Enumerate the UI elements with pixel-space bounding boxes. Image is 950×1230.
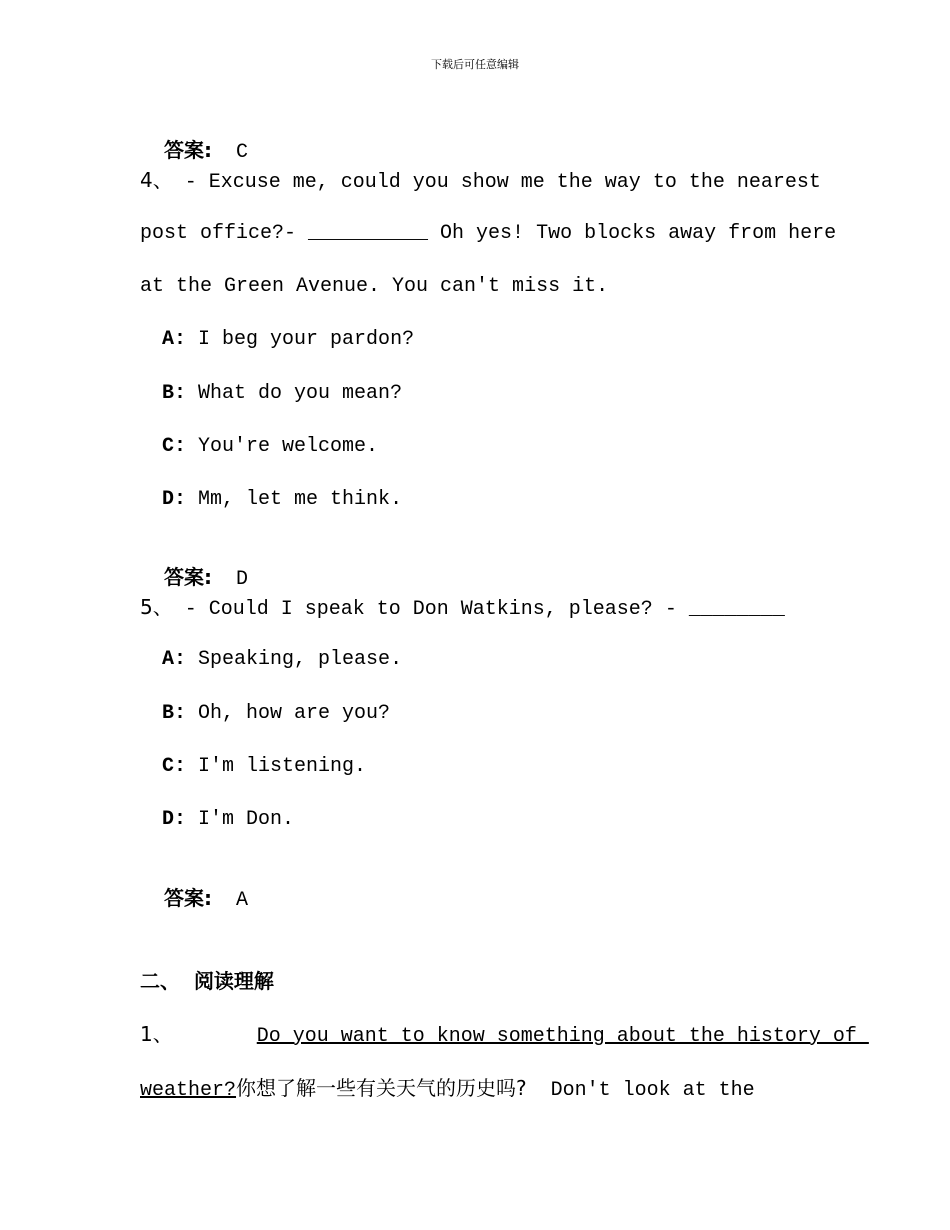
option-text: I'm listening. [198,755,367,778]
q4-line-1 [140,168,821,195]
underlined-sentence-end: weather? [140,1079,237,1102]
option-text: I'm Don. [198,808,295,831]
option-text: Speaking, please. [198,648,403,671]
option-key: C: [162,755,187,778]
section-heading [140,969,274,993]
option-text: Mm, let me think. [198,488,403,511]
q5-line-1 [140,595,785,622]
option-key: A: [162,648,187,671]
continuation-text: Don't look at the [526,1079,755,1102]
answer-label: 答案: [164,565,213,589]
answer-label: 答案: [164,138,213,162]
section-number: 二、 [140,969,180,993]
option-key: C: [162,435,187,458]
page-header: 下载后可任意编辑 [431,58,519,71]
option-key: B: [162,702,187,725]
option-text: Oh, how are you? [198,702,391,725]
answer-label: 答案: [164,886,213,910]
q5-option-d [162,808,294,832]
question-text: - Excuse me, could you show me the way to the nearest [172,171,821,194]
question-number: 5、 [140,595,173,619]
q4-line-2: post office?- __________ Oh yes! Two blocks away from here [140,222,837,245]
answer-value: A [236,889,249,912]
question-number: 1、 [140,1022,173,1046]
option-key: A: [162,328,187,351]
q4-option-c [162,435,378,459]
chinese-translation: 你想了解一些有关天气的历史吗? [236,1076,527,1100]
option-key: D: [162,808,187,831]
option-text: You're welcome. [198,435,379,458]
q5-answer [140,862,248,913]
question-number: 4、 [140,168,173,192]
option-key: B: [162,382,187,405]
q4-option-b [162,382,402,406]
underlined-sentence: Do you want to know something about the history of [256,1025,869,1048]
option-key: D: [162,488,187,511]
q3-answer [140,114,248,165]
q5-option-b [162,702,390,726]
q4-option-d [162,488,402,512]
answer-value: D [236,568,249,591]
section-title: 阅读理解 [193,969,274,993]
q5-option-c [162,755,366,779]
question-text: - Could I speak to Don Watkins, please? - ________ [172,598,785,621]
answer-value: C [236,141,249,164]
q5-option-a [162,648,402,672]
option-text: I beg your pardon? [198,328,415,351]
q4-option-a [162,328,414,352]
reading-1-line-1 [140,1022,869,1049]
q4-answer [140,541,248,592]
reading-1-line-2 [140,1076,755,1103]
q4-line-3: at the Green Avenue. You can't miss it. [140,275,609,298]
option-text: What do you mean? [198,382,403,405]
